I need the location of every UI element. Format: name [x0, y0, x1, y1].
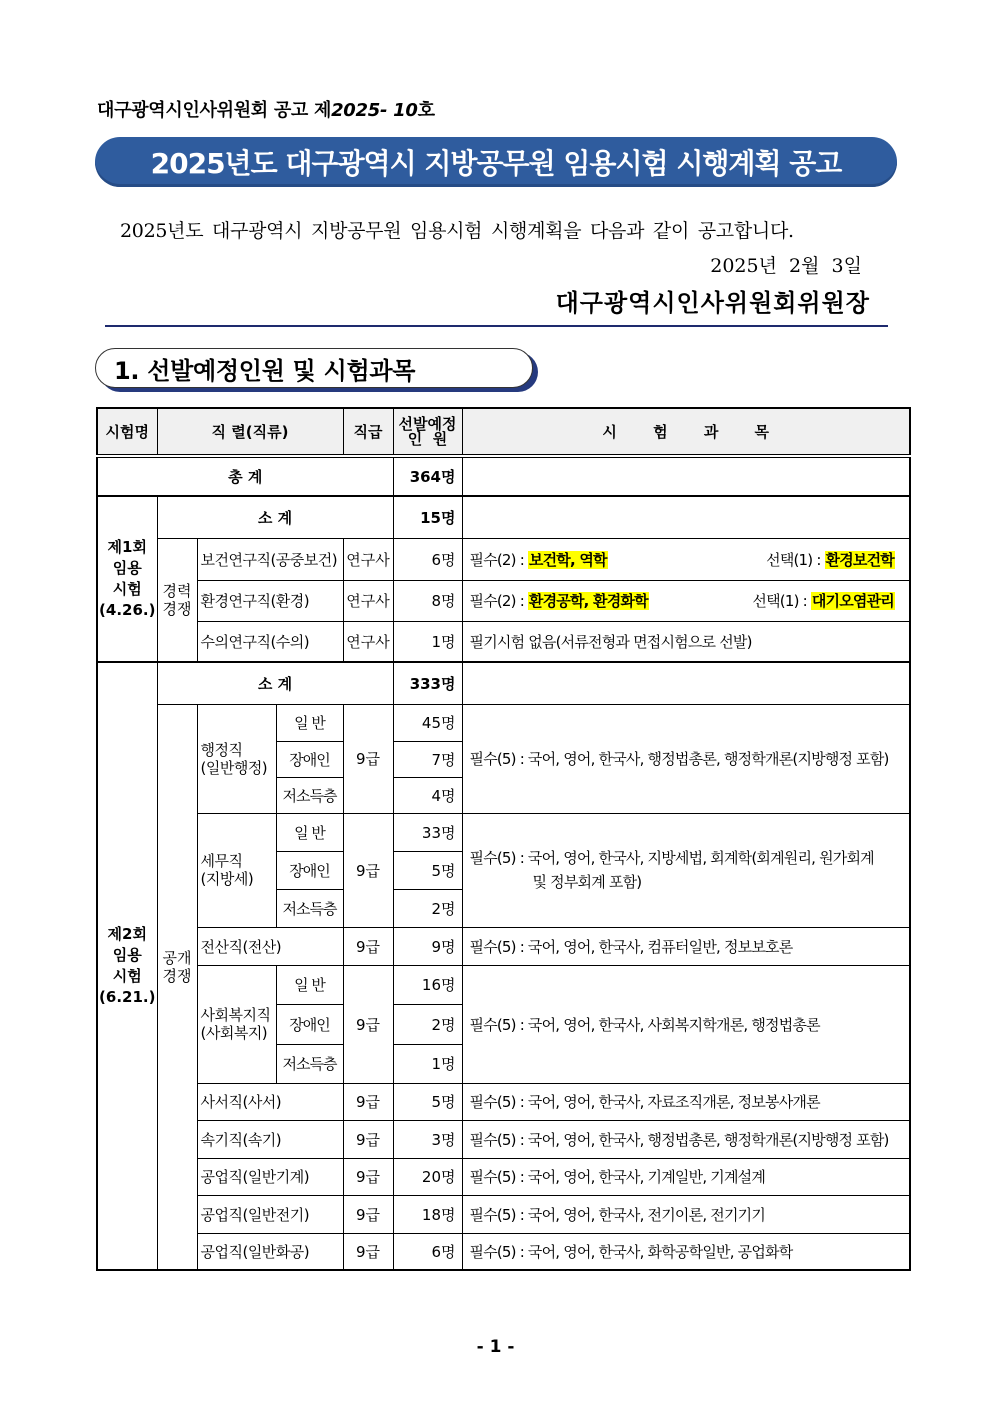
header-exam-name: 시험명	[97, 408, 157, 456]
track-cell: 저소득층	[276, 777, 343, 813]
header-count-line2: 인 원	[407, 429, 448, 448]
subjects-cell: 필수(5) : 국어, 영어, 한국사, 화학공학일반, 공업화학	[462, 1233, 910, 1270]
count-cell: 45명	[393, 704, 462, 741]
table-row	[97, 704, 910, 741]
series-cell: 전산직(전산)	[197, 927, 343, 965]
track-cell: 장애인	[276, 851, 343, 889]
count-cell: 7명	[393, 741, 462, 777]
notice-number-line	[97, 96, 435, 122]
round2-exam-name	[97, 662, 157, 1270]
series-cell: 공업직(일반화공)	[197, 1233, 343, 1270]
count-cell: 3명	[393, 1120, 462, 1158]
round2-subtotal-label: 소 계	[157, 662, 393, 704]
elective-subjects	[766, 549, 895, 570]
table-row	[97, 1233, 910, 1270]
track-cell: 장애인	[276, 1004, 343, 1044]
required-label: 필수(2) :	[469, 592, 528, 610]
count-cell: 4명	[393, 777, 462, 813]
table-row	[97, 1083, 910, 1120]
header-count	[393, 408, 462, 456]
grade-cell: 9급	[343, 1195, 393, 1233]
series-line: 사회복지직	[200, 1006, 271, 1024]
exam-name-line: 시험	[112, 580, 142, 598]
round2-subtotal-count: 333명	[393, 662, 462, 704]
exam-type-line: 경력	[162, 581, 192, 600]
table-row	[97, 621, 910, 662]
count-cell: 5명	[393, 1083, 462, 1120]
table-row	[97, 813, 910, 851]
series-cell: 속기직(속기)	[197, 1120, 343, 1158]
subjects-cell	[462, 580, 910, 621]
round1-exam-type	[157, 538, 197, 662]
subjects-cell: 필수(5) : 국어, 영어, 한국사, 행정법총론, 행정학개론(지방행정 포함)	[462, 1120, 910, 1158]
round2-exam-type	[157, 704, 197, 1270]
exam-name-line: 제2회	[107, 925, 147, 943]
subjects-cell: 필수(5) : 국어, 영어, 한국사, 전기이론, 전기기기	[462, 1195, 910, 1233]
notice-suffix: 호	[417, 100, 435, 121]
count-cell: 1명	[393, 621, 462, 662]
round1-subtotal-count: 15명	[393, 496, 462, 538]
subjects-cell: 필수(5) : 국어, 영어, 한국사, 사회복지학개론, 행정법총론	[462, 965, 910, 1083]
total-row	[97, 456, 910, 496]
exam-name-line: (4.26.)	[99, 601, 156, 619]
grade-cell: 9급	[343, 1233, 393, 1270]
series-cell: 환경연구직(환경)	[197, 580, 343, 621]
table-row	[97, 1120, 910, 1158]
elective-label: 선택(1) :	[766, 550, 825, 569]
subjects-line: 필수(5) : 국어, 영어, 한국사, 지방세법, 회계학(회계원리, 원가회계	[469, 849, 874, 867]
issuer-name: 대구광역시인사위원회위원장	[555, 289, 870, 317]
subjects-cell	[462, 813, 910, 927]
subjects-cell: 필수(5) : 국어, 영어, 한국사, 행정법총론, 행정학개론(지방행정 포함)	[462, 704, 910, 813]
series-cell: 공업직(일반전기)	[197, 1195, 343, 1233]
track-cell: 저소득층	[276, 889, 343, 927]
table-row	[97, 927, 910, 965]
grade-cell: 연구사	[343, 621, 393, 662]
subjects-cell: 필수(5) : 국어, 영어, 한국사, 자료조직개론, 정보봉사개론	[462, 1083, 910, 1120]
total-subjects-empty	[462, 456, 910, 496]
series-line: (지방세)	[200, 870, 254, 888]
grade-cell: 9급	[343, 813, 393, 927]
count-cell: 1명	[393, 1044, 462, 1083]
count-cell: 20명	[393, 1158, 462, 1195]
count-cell: 5명	[393, 851, 462, 889]
exam-name-line: (6.21.)	[99, 988, 156, 1006]
exam-type-line: 공개	[162, 948, 192, 967]
count-cell: 8명	[393, 580, 462, 621]
series-cell	[197, 965, 276, 1083]
table-row	[97, 1195, 910, 1233]
table-row	[97, 538, 910, 580]
count-cell: 16명	[393, 965, 462, 1004]
banner-title: 2025년도 대구광역시 지방공무원 임용시험 시행계획 공고	[150, 147, 842, 180]
subjects-cell: 필수(5) : 국어, 영어, 한국사, 기계일반, 기계설계	[462, 1158, 910, 1195]
series-cell	[197, 813, 276, 927]
series-line: 행정직	[200, 740, 243, 759]
series-cell: 사서직(사서)	[197, 1083, 343, 1120]
required-highlight: 환경공학, 환경화학	[528, 592, 648, 610]
exam-type-line: 경쟁	[162, 966, 192, 985]
grade-cell: 연구사	[343, 580, 393, 621]
count-cell: 2명	[393, 1004, 462, 1044]
required-subjects	[470, 590, 649, 611]
track-cell: 일 반	[276, 965, 343, 1004]
exam-name-line: 임용	[112, 946, 142, 964]
elective-subjects	[752, 590, 895, 611]
round1-exam-name	[97, 496, 157, 662]
subjects-cell	[462, 538, 910, 580]
section-heading-box	[95, 348, 533, 388]
table-header-row	[97, 408, 910, 456]
header-count-line1: 선발예정	[398, 414, 457, 433]
count-cell: 9명	[393, 927, 462, 965]
grade-cell: 9급	[343, 965, 393, 1083]
grade-cell: 9급	[343, 1083, 393, 1120]
grade-cell: 9급	[343, 1158, 393, 1195]
table-row	[97, 965, 910, 1004]
series-line: (사회복지)	[200, 1024, 268, 1042]
elective-highlight: 환경보건학	[825, 550, 894, 569]
round2-subtotal-empty	[462, 662, 910, 704]
header-grade: 직급	[343, 408, 393, 456]
series-cell	[197, 704, 276, 813]
recruitment-table	[96, 407, 911, 1271]
subjects-cell: 필기시험 없음(서류전형과 면접시험으로 선발)	[462, 621, 910, 662]
round2-subtotal-row	[97, 662, 910, 704]
required-label: 필수(2) :	[469, 550, 528, 569]
elective-label: 선택(1) :	[752, 592, 811, 610]
series-cell: 공업직(일반기계)	[197, 1158, 343, 1195]
grade-cell: 9급	[343, 1120, 393, 1158]
elective-highlight: 대기오염관리	[811, 592, 894, 610]
track-cell: 일 반	[276, 704, 343, 741]
notice-prefix: 대구광역시인사위원회 공고 제	[97, 100, 332, 121]
grade-cell: 9급	[343, 927, 393, 965]
count-cell: 2명	[393, 889, 462, 927]
exam-name-line: 시험	[112, 967, 142, 985]
exam-name-line: 제1회	[107, 538, 147, 556]
series-cell: 수의연구직(수의)	[197, 621, 343, 662]
required-highlight: 보건학, 역학	[528, 550, 607, 569]
header-series: 직 렬(직류)	[157, 408, 343, 456]
required-subjects	[470, 549, 608, 570]
grade-cell: 연구사	[343, 538, 393, 580]
round1-subtotal-empty	[462, 496, 910, 538]
count-cell: 33명	[393, 813, 462, 851]
series-line: (일반행정)	[200, 758, 268, 777]
round1-subtotal-label: 소 계	[157, 496, 393, 538]
total-label: 총 계	[97, 456, 393, 496]
notice-number: 2025- 10	[331, 100, 418, 121]
series-cell: 보건연구직(공중보건)	[197, 538, 343, 580]
subjects-cell: 필수(5) : 국어, 영어, 한국사, 컴퓨터일반, 정보보호론	[462, 927, 910, 965]
track-cell: 장애인	[276, 741, 343, 777]
exam-name-line: 임용	[112, 559, 142, 577]
series-line: 세무직	[200, 852, 243, 870]
divider-line	[105, 325, 888, 327]
subjects-line: 및 정부회계 포함)	[532, 873, 642, 891]
table-row	[97, 580, 910, 621]
track-cell: 일 반	[276, 813, 343, 851]
count-cell: 6명	[393, 538, 462, 580]
notice-date: 2025년 2월 3일	[710, 255, 862, 277]
grade-cell: 9급	[343, 704, 393, 813]
table-row	[97, 1158, 910, 1195]
count-cell: 18명	[393, 1195, 462, 1233]
round1-subtotal-row	[97, 496, 910, 538]
track-cell: 저소득층	[276, 1044, 343, 1083]
page-number: - 1 -	[476, 1337, 515, 1357]
intro-text: 2025년도 대구광역시 지방공무원 임용시험 시행계획을 다음과 같이 공고합니다.	[120, 220, 794, 242]
section-heading: 1. 선발예정인원 및 시험과목	[114, 356, 416, 385]
header-subjects: 시 험 과 목	[462, 408, 910, 456]
count-cell: 6명	[393, 1233, 462, 1270]
total-count: 364명	[393, 456, 462, 496]
exam-type-line: 경쟁	[162, 599, 192, 618]
title-banner	[95, 137, 897, 187]
